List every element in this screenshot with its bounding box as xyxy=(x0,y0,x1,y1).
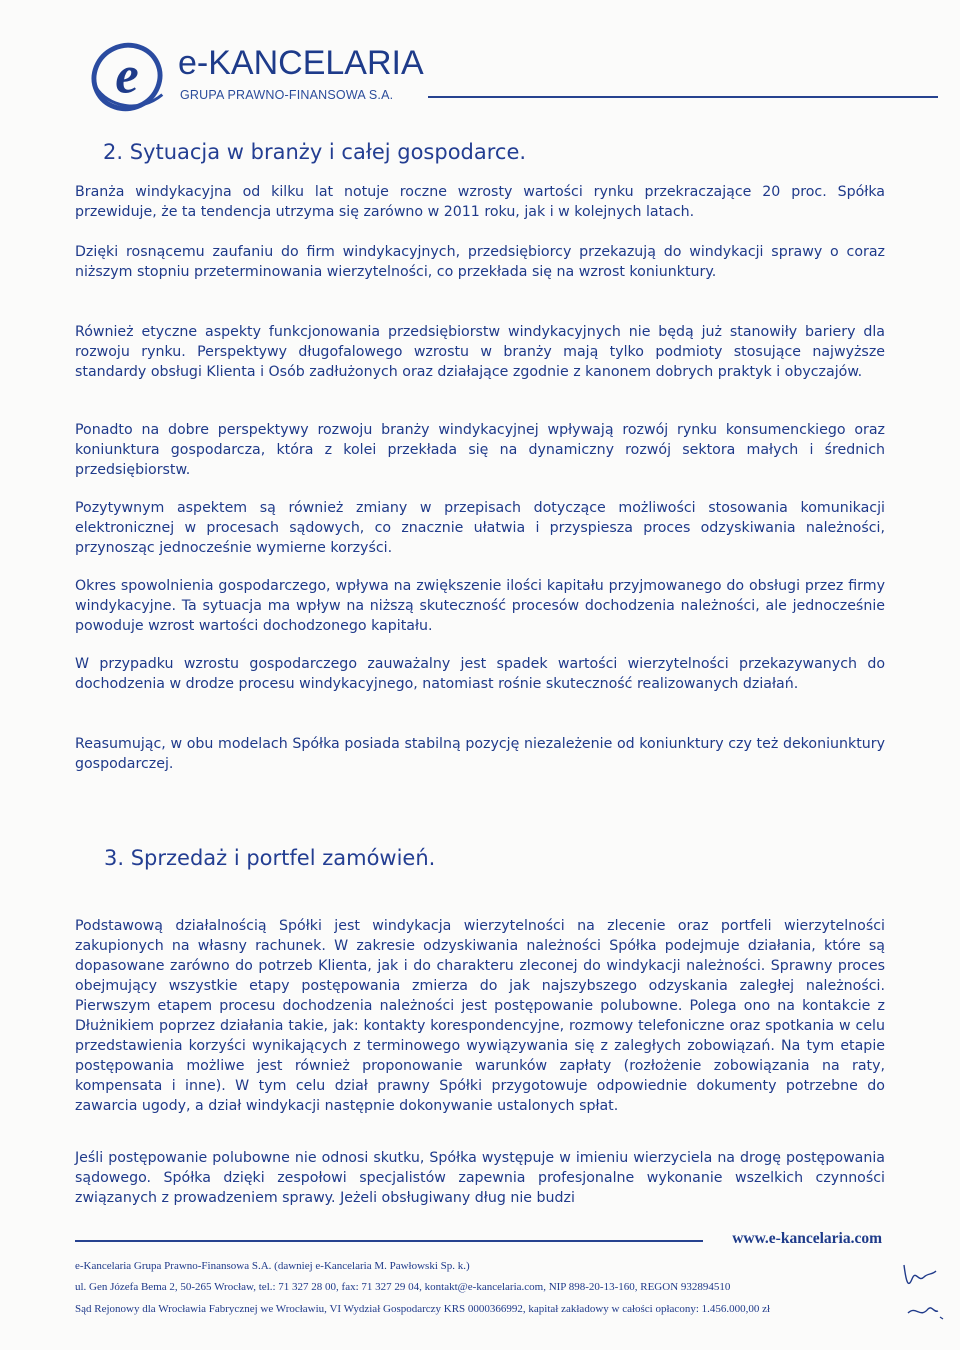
section-heading: 2. Sytuacja w branży i całej gospodarce. xyxy=(103,140,527,164)
e-kancelaria-logo-icon xyxy=(78,26,176,124)
paragraph: Ponadto na dobre perspektywy rozwoju branży windykacyjnej wpływają rozwój rynku konsumenckiego oraz koniunktura gospodarcza, która z kolei przekłada się na dynamiczny rozwój sektora małych i średnich przedsiębiorstw. xyxy=(75,422,885,478)
header-divider xyxy=(428,96,938,98)
svg-text:e: e xyxy=(115,46,139,105)
footer-divider xyxy=(75,1240,703,1242)
section-heading: 3. Sprzedaż i portfel zamówień. xyxy=(104,846,436,870)
paragraph: W przypadku wzrostu gospodarczego zauważalny jest spadek wartości wierzytelności przekazywanych do dochodzenia w drodze procesu windykacyjnego, natomiast rośnie skuteczność realizowanych działań. xyxy=(75,656,885,692)
paragraph: Branża windykacyjna od kilku lat notuje roczne wzrosty wartości rynku przekraczające 20 proc. Spółka przewiduje, że ta tendencja utrzyma się zarówno w 2011 roku, jak i w kolejnych latach. xyxy=(75,184,885,220)
brand-subtitle: GRUPA PRAWNO-FINANSOWA S.A. xyxy=(180,88,394,102)
paragraph: Okres spowolnienia gospodarczego, wpływa na zwiększenie ilości kapitału przyjmowanego do obsługi przez firmy windykacyjne. Ta sytuacja ma wpływ na niższą skuteczność procesów dochodzenia należności, ale jednocześnie powoduje wzrost wartości dochodzonego kapitału. xyxy=(75,578,885,634)
paragraph: Również etyczne aspekty funkcjonowania przedsiębiorstw windykacyjnych nie będą już stanowiły bariery dla rozwoju rynku. Perspektywy długofalowego wzrostu w branży mają tylko podmioty stosujące najwyższe standardy obsługi Klienta i Osób zadłużonych oraz działające zgodnie z kanonem dobrych praktyk i obyczajów. xyxy=(75,324,885,380)
brand-name: e-KANCELARIA xyxy=(178,44,424,82)
footer-company-line: e-Kancelaria Grupa Prawno-Finansowa S.A. (dawniej e-Kancelaria M. Pawłowski Sp. k.) xyxy=(75,1260,470,1272)
footer-registry-line: Sąd Rejonowy dla Wrocławia Fabrycznej we Wrocławiu, VI Wydział Gospodarczy KRS 0000366992, kapitał zakładowy w całości opłacony: 1.456.000,00 zł xyxy=(75,1303,771,1315)
footer-website-link[interactable]: www.e-kancelaria.com xyxy=(732,1230,882,1247)
paragraph: Pozytywnym aspektem są również zmiany w przepisach dotyczące możliwości stosowania komunikacji elektronicznej w procesach sądowych, co znacznie ułatwia i przyspiesza proces odzyskiwania należności, przynosząc jednocześnie wymierne korzyści. xyxy=(75,500,885,556)
signature-icon xyxy=(898,1255,948,1335)
footer-address-line: ul. Gen Józefa Bema 2, 50-265 Wrocław, tel.: 71 327 28 00, fax: 71 327 29 04, kontakt@e-kancelaria.com, NIP 898-20-13-160, REGON 932894510 xyxy=(75,1281,731,1293)
paragraph: Reasumując, w obu modelach Spółka posiada stabilną pozycję niezależenie od koniunktury czy też dekoniunktury gospodarczej. xyxy=(75,736,885,772)
paragraph: Dzięki rosnącemu zaufaniu do firm windykacyjnych, przedsiębiorcy przekazują do windykacji sprawy o coraz niższym stopniu przeterminowania wierzytelności, co przekłada się na wzrost koniunktury. xyxy=(75,244,885,280)
paragraph: Podstawową działalnością Spółki jest windykacja wierzytelności na zlecenie oraz portfeli wierzytelności zakupionych na własny rachunek. W zakresie odzyskiwania należności Spółka podejmuje działania, które są dopasowane zarówno do potrzeb Klienta, jak i do charakteru zleconej do windykacji należności. Sprawny proces obejmujący wszystkie etapy postępowania zmierza do jak najszybszego odzyskania zaległej należności. Pierwszym etapem procesu dochodzenia należności jest postępowanie polubowne. Polega ono na kontakcie z Dłużnikiem poprzez działania takie, jak: kontakty korespondencyjne, rozmowy telefoniczne oraz spotkania w celu przedstawienia korzyści wynikających z terminowego wywiązywania się z zaległych zobowiązań. Na tym etapie postępowania możliwe jest również proponowanie warunków zapłaty (rozłożenie zobowiązania na raty, kompensata i inne). W tym celu dział prawny Spółki przygotowuje odpowiednie dokumenty potrzebne do zawarcia ugody, a dział windykacji następnie dokonywanie ustalonych spłat. xyxy=(75,918,885,1114)
paragraph: Jeśli postępowanie polubowne nie odnosi skutku, Spółka występuje w imieniu wierzyciela na drogę postępowania sądowego. Spółka dzięki zespołowi specjalistów zapewnia profesjonalne wykonanie wszelkich czynności związanych z prowadzeniem sprawy. Jeżeli obsługiwany dług nie budzi xyxy=(75,1150,885,1206)
